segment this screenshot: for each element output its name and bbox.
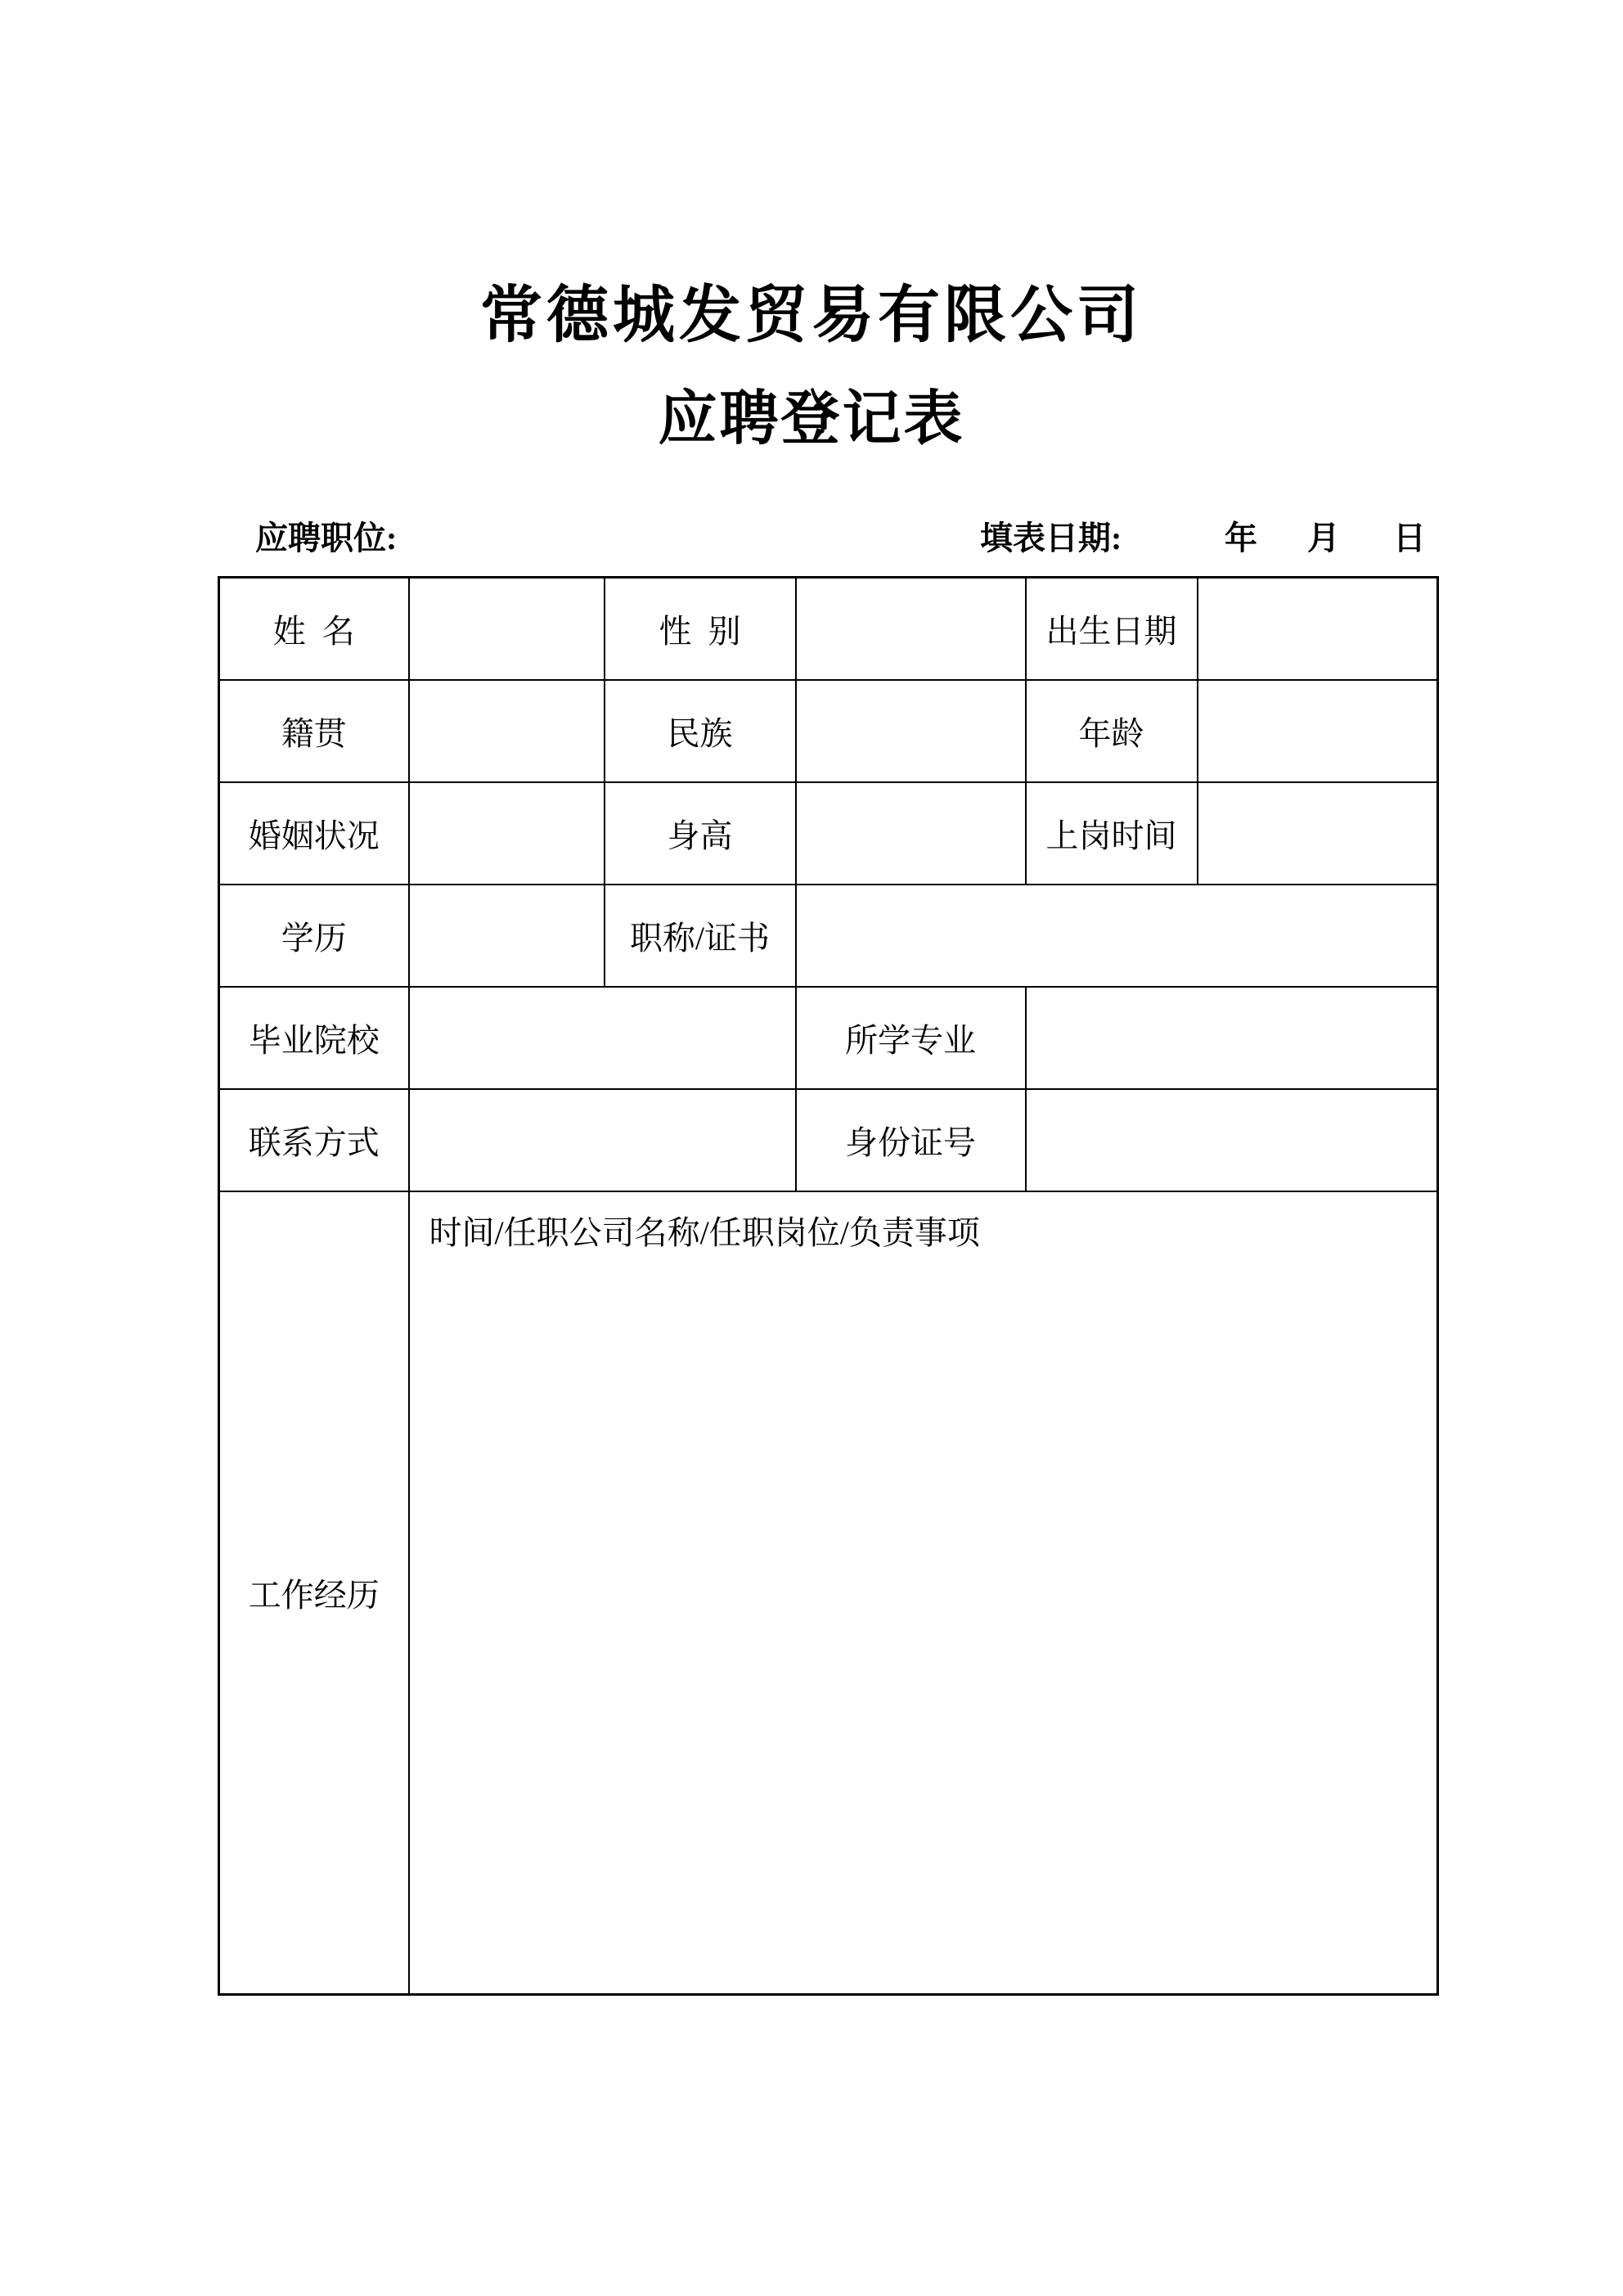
table-row-work-experience xyxy=(219,1191,1438,1995)
contact-input-cell[interactable] xyxy=(409,1089,796,1191)
work-experience-column-header: 时间/任职公司名称/任职岗位/负责事项 xyxy=(429,1213,980,1251)
work-experience-label-cell: 工作经历 xyxy=(219,1191,409,1995)
major-label-cell: 所学专业 xyxy=(796,987,1026,1089)
table-row-contact xyxy=(219,1089,1438,1191)
application-form-table xyxy=(218,576,1439,1996)
table-row-school xyxy=(219,987,1438,1089)
day-label: 日 xyxy=(1393,520,1426,556)
gender-input-cell[interactable] xyxy=(796,578,1026,680)
work-experience-input-cell[interactable] xyxy=(409,1191,1438,1995)
id-number-input-cell[interactable] xyxy=(1026,1089,1438,1191)
table-row-education xyxy=(219,885,1438,987)
marital-status-label-cell: 婚姻状况 xyxy=(219,782,409,885)
form-meta-line xyxy=(0,519,1623,558)
ethnicity-label-cell: 民族 xyxy=(605,680,796,782)
graduate-school-label-cell: 毕业院校 xyxy=(219,987,409,1089)
contact-label-cell: 联系方式 xyxy=(219,1089,409,1191)
age-input-cell[interactable] xyxy=(1198,680,1438,782)
month-label: 月 xyxy=(1307,520,1340,556)
birth-date-label-cell: 出生日期 xyxy=(1026,578,1198,680)
name-label-cell: 姓 名 xyxy=(219,578,409,680)
title-certificate-label-cell: 职称/证书 xyxy=(605,885,796,987)
birth-date-input-cell[interactable] xyxy=(1198,578,1438,680)
height-label-cell: 身高 xyxy=(605,782,796,885)
height-input-cell[interactable] xyxy=(796,782,1026,885)
form-title: 应聘登记表 xyxy=(658,386,965,452)
table-row-basic-2 xyxy=(219,680,1438,782)
page-title: 常德城发贸易有限公司 xyxy=(480,281,1143,350)
name-input-cell[interactable] xyxy=(409,578,605,680)
table-row-basic-1 xyxy=(219,578,1438,680)
position-applied-label: 应聘职位: xyxy=(255,520,398,556)
id-number-label-cell: 身份证号 xyxy=(796,1089,1026,1191)
native-place-label-cell: 籍贯 xyxy=(219,680,409,782)
graduate-school-input-cell[interactable] xyxy=(409,987,796,1089)
education-input-cell[interactable] xyxy=(409,885,605,987)
table-row-basic-3 xyxy=(219,782,1438,885)
start-time-label-cell: 上岗时间 xyxy=(1026,782,1198,885)
title-certificate-input-cell[interactable] xyxy=(796,885,1438,987)
start-time-input-cell[interactable] xyxy=(1198,782,1438,885)
year-label: 年 xyxy=(1225,520,1257,556)
marital-status-input-cell[interactable] xyxy=(409,782,605,885)
ethnicity-input-cell[interactable] xyxy=(796,680,1026,782)
education-label-cell: 学历 xyxy=(219,885,409,987)
fill-date-label: 填表日期: xyxy=(980,520,1122,556)
age-label-cell: 年龄 xyxy=(1026,680,1198,782)
native-place-input-cell[interactable] xyxy=(409,680,605,782)
gender-label-cell: 性 别 xyxy=(605,578,796,680)
major-input-cell[interactable] xyxy=(1026,987,1438,1089)
